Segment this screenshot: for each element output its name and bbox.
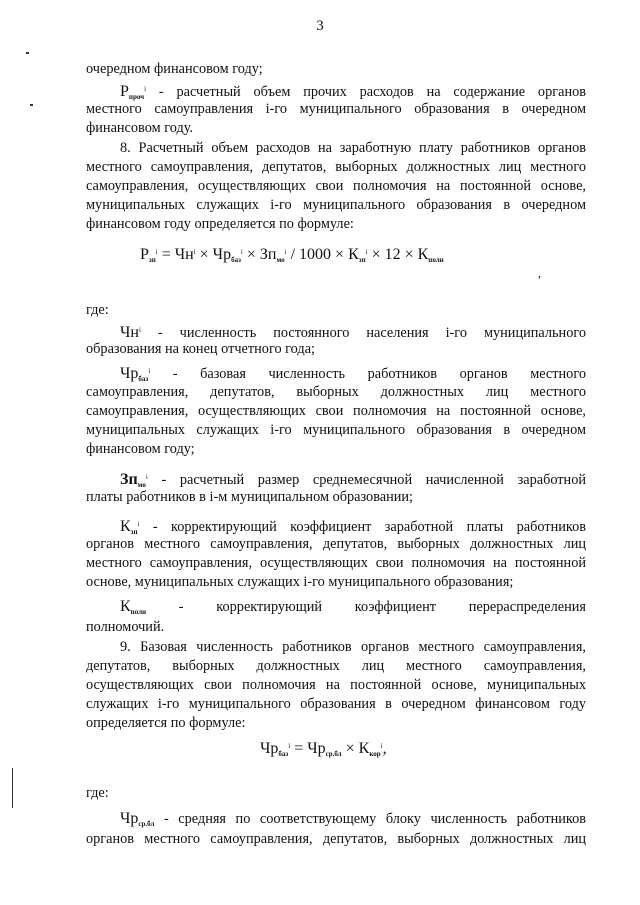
definition-chr-sr-bl: $Чр_{ср.бл}$ - средняя по соответствующему блоку численность работников: [120, 810, 586, 828]
paragraph-line: финансовом году.: [86, 120, 194, 136]
paragraph-line: самоуправления, осуществляющих свои полномочия на постоянной основе,: [86, 178, 586, 194]
paragraph-line: местного самоуправления i-го муниципального образования в очередном: [86, 101, 586, 117]
paragraph-line: муниципальных служащих i-го муниципального образования в очередном: [86, 422, 586, 438]
definition-zp-mo: $Зп_{мо}^i$ - расчетный размер среднемесячной начисленной заработной: [120, 471, 586, 489]
paragraph-line: органов местного самоуправления, депутатов, выборных должностных лиц: [86, 831, 586, 847]
paragraph-line: 8. Расчетный объем расходов на заработную плату работников органов: [120, 140, 586, 156]
symbol-k: К: [120, 518, 131, 535]
paragraph-line: органов местного самоуправления, депутатов, выборных должностных лиц: [86, 536, 586, 552]
definition-r-proch: $Р_{проч}^i$ - расчетный объем прочих расходов на содержание органов: [120, 83, 586, 101]
symbol-zp: Зп: [120, 471, 138, 488]
formula-base-headcount: $Чр_{баз}^i = Чр_{ср.бл} \times К_{кор}^i$,: [260, 740, 387, 758]
paragraph-line: самоуправления, депутатов, выборных должностных лиц местного: [86, 384, 586, 400]
paragraph-line: 9. Базовая численность работников органов местного самоуправления,: [120, 639, 586, 655]
scan-mark: [30, 104, 33, 106]
scan-edge-mark: [12, 768, 13, 808]
symbol-chr: Чр: [120, 365, 139, 382]
paragraph-line: очередном финансовом году;: [86, 61, 263, 77]
paragraph-line: местного самоуправления, осуществляющих свои полномочия на постоянной: [86, 555, 586, 571]
symbol-chn: Чн: [120, 324, 139, 341]
symbol-r: Р: [120, 83, 129, 100]
paragraph-line: платы работников в i-м муниципальном образовании;: [86, 489, 414, 505]
paragraph-line: депутатов, выборных должностных лиц местного самоуправления,: [86, 658, 586, 674]
scan-mark: [26, 52, 29, 54]
formula-comma: ,: [538, 266, 541, 280]
paragraph-line: осуществляющих свои полномочия на постоянной основе, муниципальных: [86, 677, 586, 693]
paragraph-line: образования на конец отчетного года;: [86, 341, 316, 357]
definition-chn: $Чн^i$ - численность постоянного населения i-го муниципального: [120, 324, 586, 341]
definition-chr-baz: $Чр_{баз}^i$ - базовая численность работников органов местного: [120, 365, 586, 383]
paragraph-line: муниципальных служащих i-го муниципального образования в очередном: [86, 197, 586, 213]
definition-k-poln: $К_{полн}$ - корректирующий коэффициент перераспределения: [120, 598, 586, 616]
paragraph-line: местного самоуправления, депутатов, выборных должностных лиц местного: [86, 159, 586, 175]
label-where: где:: [86, 785, 109, 801]
paragraph-line: служащих i-го муниципального образования в очередном финансовом году: [86, 696, 586, 712]
paragraph-line: полномочий.: [86, 619, 165, 635]
paragraph-line: финансовом году определяется по формуле:: [86, 216, 354, 232]
page-number: 3: [316, 18, 324, 34]
paragraph-line: определяется по формуле:: [86, 715, 246, 731]
symbol-k: К: [120, 598, 131, 615]
label-where: где:: [86, 302, 109, 318]
paragraph-line: финансовом году;: [86, 441, 195, 457]
subscript: проч: [128, 93, 145, 101]
paragraph-line: самоуправления, осуществляющих свои полномочия на постоянной основе,: [86, 403, 586, 419]
definition-k-zp: $К_{зп}^i$ - корректирующий коэффициент заработной платы работников: [120, 518, 586, 536]
paragraph-line: основе, муниципальных служащих i-го муниципального образования;: [86, 574, 514, 590]
formula-salary: $Р_{зп}^i = Чн^i \times Чр_{баз}^i \times Зп_{мо}^i / 1000 \times К_{зп}^i \times 12 \times К_{полн}$: [140, 246, 444, 264]
definition-text: - расчетный объем прочих расходов на содержание органов: [146, 84, 586, 100]
symbol-chr: Чр: [120, 810, 139, 827]
